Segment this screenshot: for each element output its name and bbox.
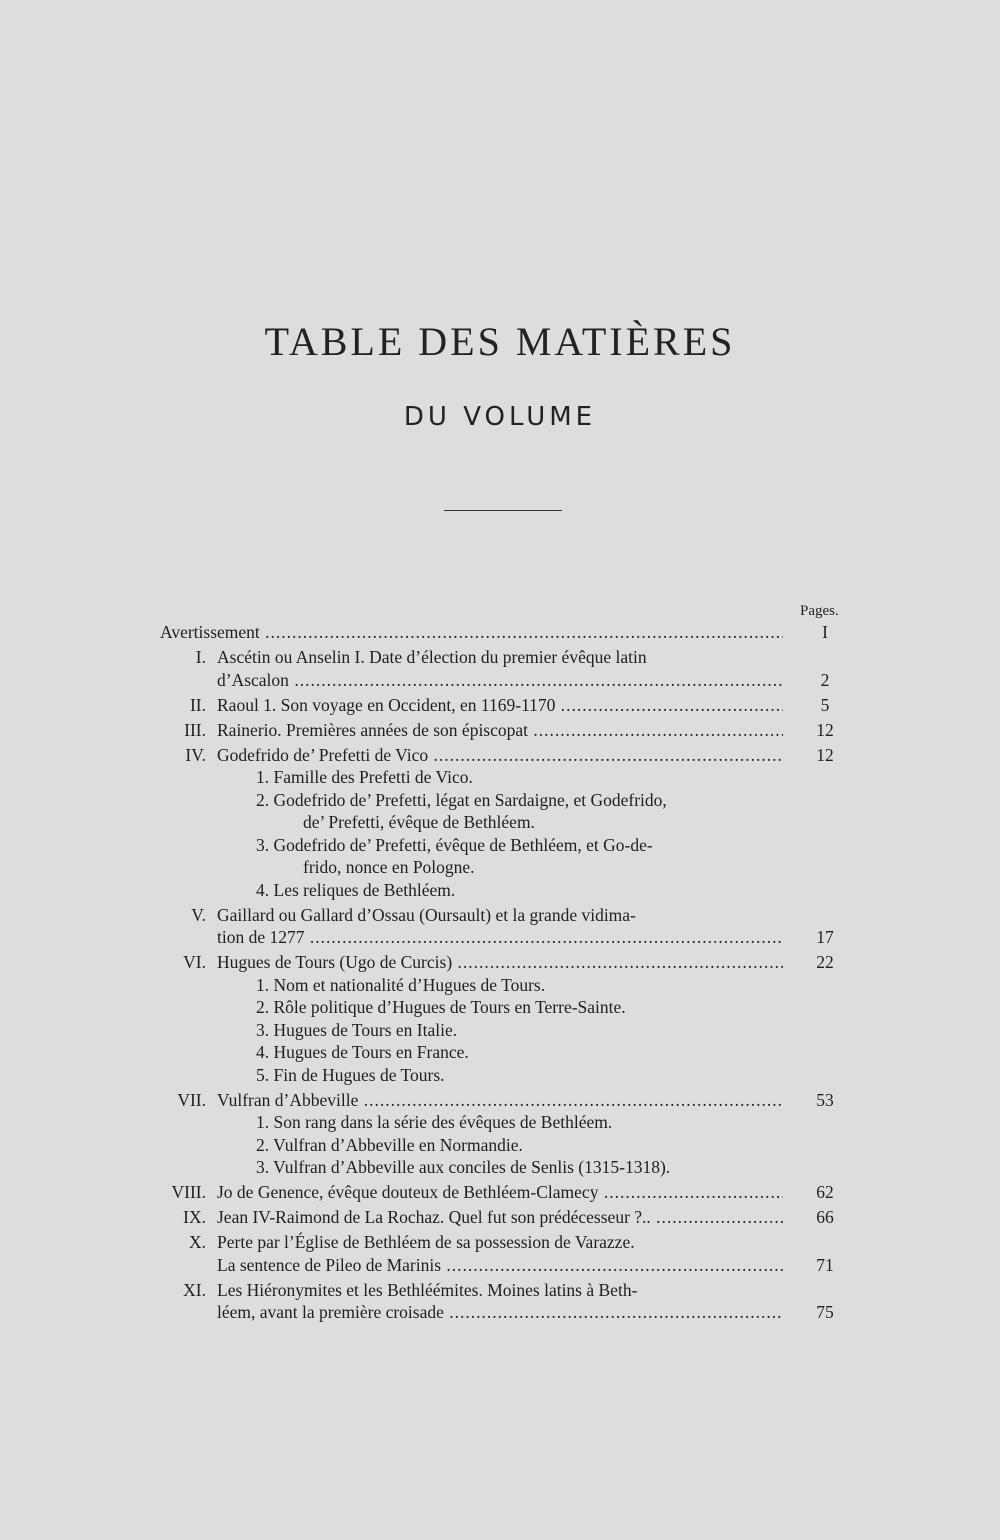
page-number: I — [822, 622, 828, 642]
entry-text-line — [256, 996, 796, 1019]
entry-text-line — [217, 719, 783, 742]
chapter-number: IX. — [183, 1207, 206, 1227]
entry-text-line — [217, 951, 783, 974]
entry-title: 3. Godefrido de’ Prefetti, évêque de Bethléem, et Go‑de- — [256, 834, 653, 855]
toc-entry — [0, 1301, 1000, 1324]
toc-entry — [0, 719, 1000, 742]
entry-title: 1. Son rang dans la série des évêques de Bethléem. — [256, 1112, 613, 1132]
toc-entry — [0, 1019, 1000, 1042]
toc-entry — [0, 1206, 1000, 1229]
entry-title: La sentence de Pileo de Marinis ..... — [217, 1255, 783, 1275]
toc-entry — [0, 1064, 1000, 1087]
entry-text-line — [256, 974, 796, 997]
chapter-number: VI. — [183, 952, 206, 972]
toc-entry — [0, 1279, 1000, 1302]
toc-entry — [0, 766, 1000, 789]
entry-text-line — [217, 1206, 783, 1229]
page-number: 5 — [820, 694, 830, 715]
entry-text-line — [217, 1279, 783, 1302]
toc-entry — [0, 1156, 1000, 1179]
entry-title: tion de 1277 ..... — [217, 927, 783, 947]
entry-text-line — [256, 1041, 796, 1064]
toc-entry — [0, 811, 1000, 834]
entry-title: Jo de Genence, évêque douteux de Bethléem-Clamecy ..... — [217, 1182, 783, 1202]
entry-title: Ascétin ou Anselin I. Date d’élection du premier évêque latin — [217, 647, 647, 667]
entry-text-line — [217, 646, 783, 669]
entry-text-line — [256, 1064, 796, 1087]
entry-title: 3. Hugues de Tours en Italie. — [256, 1019, 458, 1040]
entry-text-line — [217, 1254, 783, 1277]
entry-text-line — [217, 669, 783, 692]
entry-text-line — [217, 1089, 783, 1112]
entry-text-line — [256, 766, 796, 789]
toc-entry — [0, 621, 1000, 644]
entry-title: Hugues de Tours (Ugo de Curcis) ..... — [217, 952, 783, 972]
entry-title: Avertissement ..... — [160, 622, 783, 642]
entry-text-line — [217, 1181, 783, 1204]
title-divider — [444, 510, 562, 511]
chapter-number: VIII. — [171, 1182, 206, 1202]
page-number: 2 — [820, 669, 830, 690]
entry-title: Rainerio. Premières années de son épiscopat ..... — [217, 720, 783, 740]
entry-text-line — [303, 811, 783, 834]
chapter-number: II. — [189, 694, 206, 715]
toc-entry — [0, 974, 1000, 997]
toc-entry — [0, 951, 1000, 974]
entry-text-line — [256, 1111, 796, 1134]
toc-entry — [0, 926, 1000, 949]
page-number: 12 — [816, 744, 834, 765]
toc-entry — [0, 834, 1000, 857]
page-title: TABLE DES MATIÈRES — [264, 319, 736, 364]
entry-title: Jean IV-Raimond de La Rochaz. Quel fut son prédécesseur ?.. ..... — [217, 1207, 783, 1227]
chapter-number: III. — [184, 719, 206, 740]
entry-title: Raoul 1. Son voyage en Occident, en 1169-1170 ..... — [217, 695, 783, 715]
toc-entry — [0, 1089, 1000, 1112]
entry-text-line — [303, 856, 783, 879]
entry-text-line — [256, 789, 796, 812]
toc-entry — [0, 694, 1000, 717]
entry-text-line — [256, 1156, 796, 1179]
page-number: 53 — [816, 1089, 834, 1110]
entry-title: 3. Vulfran d’Abbeville aux conciles de Senlis (1315-1318). — [256, 1157, 671, 1177]
entry-title: 4. Les reliques de Bethléem. — [256, 879, 456, 900]
entry-title: 2. Rôle politique d’Hugues de Tours en Terre-Sainte. — [256, 997, 626, 1017]
toc-entry — [0, 879, 1000, 902]
entry-title: 1. Nom et nationalité d’Hugues de Tours. — [256, 974, 546, 995]
toc-entry — [0, 1254, 1000, 1277]
entry-title: Vulfran d’Abbeville ..... — [217, 1090, 783, 1110]
toc-entry — [0, 1111, 1000, 1134]
page-number: 75 — [816, 1302, 834, 1322]
page-number: 22 — [816, 952, 834, 972]
chapter-number: V. — [191, 904, 206, 925]
page-number: 17 — [816, 927, 834, 947]
entry-title: 1. Famille des Prefetti de Vico. — [256, 767, 473, 787]
toc-entry — [0, 904, 1000, 927]
page-number: 62 — [816, 1182, 834, 1202]
entry-title: Perte par l’Église de Bethléem de sa possession de Varazze. — [217, 1232, 635, 1252]
chapter-number: I. — [195, 647, 206, 667]
toc-entry — [0, 744, 1000, 767]
page-number: 66 — [816, 1207, 834, 1227]
chapter-number: VII. — [177, 1089, 206, 1110]
entry-title: Les Hiéronymites et les Bethléémites. Moines latins à Beth- — [217, 1279, 638, 1300]
page-subtitle: DU VOLUME — [403, 402, 597, 432]
toc-entry — [0, 1181, 1000, 1204]
page-number: 12 — [816, 719, 834, 740]
entry-title: Godefrido de’ Prefetti de Vico ..... — [217, 745, 783, 765]
entry-title: Gaillard ou Gallard d’Ossau (Oursault) et la grande vidima- — [217, 904, 636, 925]
entry-text-line — [217, 904, 783, 927]
toc-entry — [0, 789, 1000, 812]
entry-text-line — [160, 621, 783, 644]
toc-entry — [0, 1231, 1000, 1254]
entry-text-line — [256, 834, 796, 857]
page-number: 71 — [816, 1254, 834, 1275]
entry-text-line — [256, 879, 796, 902]
entry-text-line — [217, 1231, 783, 1254]
entry-title: de’ Prefetti, évêque de Bethléem. — [303, 812, 535, 832]
toc-entry — [0, 996, 1000, 1019]
chapter-number: XI. — [183, 1279, 206, 1300]
entry-text-line — [256, 1019, 796, 1042]
toc-entry — [0, 1041, 1000, 1064]
entry-text-line — [256, 1134, 796, 1157]
entry-title: 2. Godefrido de’ Prefetti, légat en Sardaigne, et Godefrido, — [256, 789, 667, 810]
entry-title: léem, avant la première croisade ..... — [217, 1302, 783, 1322]
pages-column-label: Pages. — [800, 603, 839, 619]
entry-text-line — [217, 926, 783, 949]
toc-entry — [0, 856, 1000, 879]
entry-title: 2. Vulfran d’Abbeville en Normandie. — [256, 1134, 523, 1155]
entry-text-line — [217, 744, 783, 767]
entry-title: 4. Hugues de Tours en France. — [256, 1042, 469, 1062]
chapter-number: IV. — [185, 744, 206, 765]
entry-title: frido, nonce en Pologne. — [303, 857, 475, 877]
toc-entry — [0, 1134, 1000, 1157]
table-of-contents — [0, 621, 1000, 1324]
chapter-number: X. — [188, 1232, 206, 1252]
entry-title: 5. Fin de Hugues de Tours. — [256, 1064, 445, 1085]
toc-entry — [0, 646, 1000, 669]
entry-text-line — [217, 1301, 783, 1324]
toc-entry — [0, 669, 1000, 692]
entry-title: d’Ascalon ..... — [217, 670, 783, 690]
entry-text-line — [217, 694, 783, 717]
